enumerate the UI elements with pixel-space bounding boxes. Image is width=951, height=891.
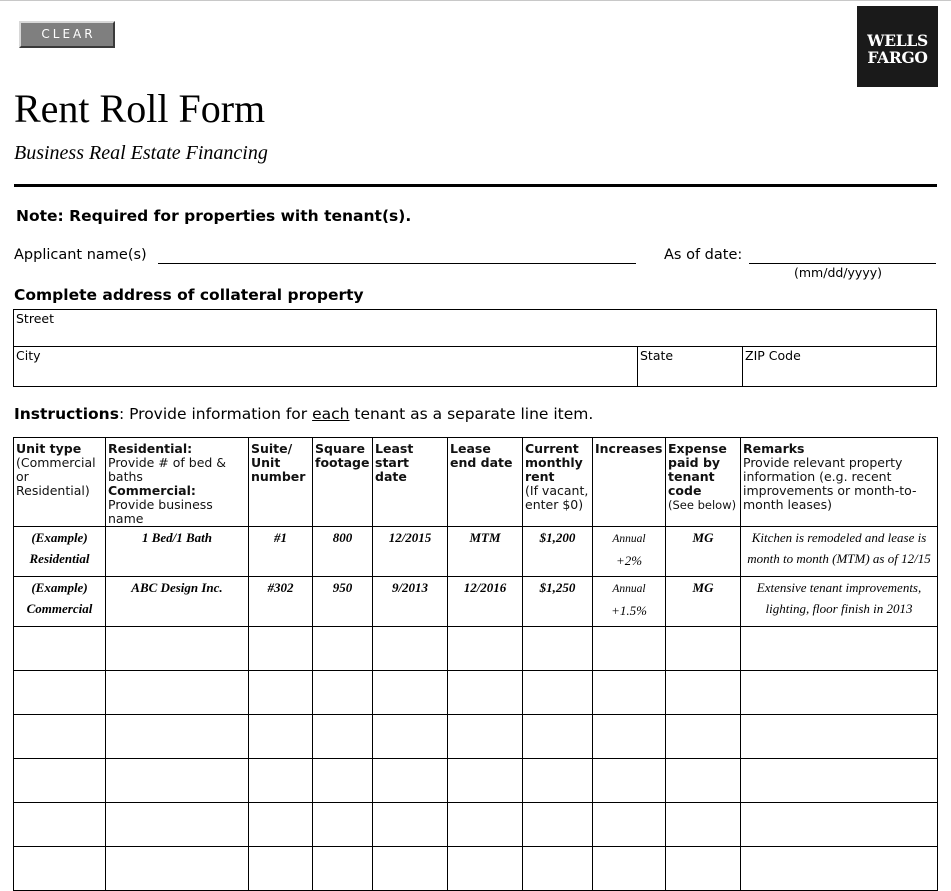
zip-code-label: ZIP Code (745, 348, 801, 363)
header-divider (14, 184, 937, 187)
logo-line-1: WELLS (867, 31, 928, 50)
city-label: City (16, 348, 41, 363)
street-label: Street (16, 311, 54, 326)
entry-cell[interactable] (448, 671, 523, 715)
entry-cell[interactable] (249, 671, 313, 715)
entry-cell[interactable] (249, 759, 313, 803)
page-subtitle: Business Real Estate Financing (14, 142, 268, 164)
entry-cell[interactable] (106, 847, 249, 891)
as-of-date-field[interactable] (749, 246, 936, 264)
city-field[interactable] (14, 347, 638, 386)
example-increase-cell: Annual +1.5% (593, 577, 666, 627)
address-box (13, 309, 937, 387)
entry-cell[interactable] (373, 627, 448, 671)
example-end-cell: MTM (448, 527, 523, 577)
as-of-date-label: As of date: (664, 247, 743, 263)
applicant-name-label: Applicant name(s) (14, 247, 147, 263)
entry-cell[interactable] (313, 803, 373, 847)
entry-cell[interactable] (448, 627, 523, 671)
entry-cell[interactable] (448, 759, 523, 803)
example-rent-cell: $1,250 (523, 577, 593, 627)
entry-cell[interactable] (593, 671, 666, 715)
instructions-text-after: tenant as a separate line item. (349, 405, 594, 423)
col-monthly-rent: Current monthly rent (If vacant, enter $0) (523, 438, 593, 527)
example-suite-cell: #302 (249, 577, 313, 627)
example-suite-cell: #1 (249, 527, 313, 577)
entry-cell[interactable] (313, 715, 373, 759)
entry-cell[interactable] (14, 803, 106, 847)
table-row (14, 627, 938, 671)
clear-button[interactable]: CLEAR (19, 21, 115, 48)
entry-cell[interactable] (593, 627, 666, 671)
logo-line-2: FARGO (867, 48, 928, 67)
col-unit-type: Unit type (Commercial or Residential) (14, 438, 106, 527)
entry-cell[interactable] (249, 803, 313, 847)
example-sqft-cell: 950 (313, 577, 373, 627)
entry-cell[interactable] (666, 627, 741, 671)
example-unit-cell: (Example) Residential (14, 527, 106, 577)
entry-cell[interactable] (741, 759, 938, 803)
entry-cell[interactable] (14, 715, 106, 759)
instructions (14, 404, 593, 424)
entry-cell[interactable] (249, 847, 313, 891)
entry-cell[interactable] (593, 759, 666, 803)
instructions-emphasis: each (312, 405, 350, 423)
entry-cell[interactable] (373, 847, 448, 891)
entry-cell[interactable] (523, 715, 593, 759)
col-lease-start: Least start date (373, 438, 448, 527)
entry-cell[interactable] (373, 715, 448, 759)
example-start-cell: 12/2015 (373, 527, 448, 577)
entry-cell[interactable] (741, 847, 938, 891)
example-description-cell: ABC Design Inc. (106, 577, 249, 627)
entry-cell[interactable] (106, 759, 249, 803)
table-row (14, 759, 938, 803)
entry-cell[interactable] (666, 715, 741, 759)
example-increase-cell: Annual +2% (593, 527, 666, 577)
entry-cell[interactable] (313, 847, 373, 891)
entry-cell[interactable] (106, 627, 249, 671)
page-title: Rent Roll Form (14, 86, 266, 131)
example-unit-cell: (Example) Commercial (14, 577, 106, 627)
entry-cell[interactable] (741, 715, 938, 759)
entry-cell[interactable] (523, 671, 593, 715)
entry-cell[interactable] (313, 671, 373, 715)
table-row (14, 847, 938, 891)
example-expense-cell: MG (666, 527, 741, 577)
example-start-cell: 9/2013 (373, 577, 448, 627)
entry-cell[interactable] (106, 715, 249, 759)
example-sqft-cell: 800 (313, 527, 373, 577)
entry-cell[interactable] (666, 671, 741, 715)
entry-cell[interactable] (741, 671, 938, 715)
col-expense-code: Expense paid by tenant code (See below) (666, 438, 741, 527)
table-row (14, 715, 938, 759)
example-description-cell: 1 Bed/1 Bath (106, 527, 249, 577)
entry-cell[interactable] (741, 803, 938, 847)
entry-cell[interactable] (313, 759, 373, 803)
entry-cell[interactable] (523, 759, 593, 803)
entry-cell[interactable] (666, 759, 741, 803)
entry-cell[interactable] (523, 627, 593, 671)
entry-cell[interactable] (741, 627, 938, 671)
state-label: State (640, 348, 674, 363)
instructions-text-before: : Provide information for (118, 405, 313, 423)
required-note: Note: Required for properties with tenant(s). (16, 207, 412, 225)
entry-cell[interactable] (448, 847, 523, 891)
example-expense-cell: MG (666, 577, 741, 627)
table-row (14, 671, 938, 715)
table-header-row (14, 438, 938, 527)
entry-cell[interactable] (249, 715, 313, 759)
wells-fargo-logo (857, 6, 938, 87)
example-rent-cell: $1,200 (523, 527, 593, 577)
entry-cell[interactable] (523, 847, 593, 891)
entry-cell[interactable] (523, 803, 593, 847)
entry-cell[interactable] (313, 627, 373, 671)
col-description: Residential: Provide # of bed & baths Commercial: Provide business name (106, 438, 249, 527)
example-remarks-cell: Kitchen is remodeled and lease is month to month (MTM) as of 12/15 (741, 527, 938, 577)
entry-cell[interactable] (373, 671, 448, 715)
entry-cell[interactable] (14, 627, 106, 671)
col-lease-end: Lease end date (448, 438, 523, 527)
street-field[interactable] (14, 310, 936, 347)
example-row (14, 527, 938, 577)
entry-cell[interactable] (593, 803, 666, 847)
example-row (14, 577, 938, 627)
entry-cell[interactable] (373, 803, 448, 847)
entry-cell[interactable] (14, 759, 106, 803)
col-suite: Suite/ Unit number (249, 438, 313, 527)
entry-cell[interactable] (106, 671, 249, 715)
entry-cell[interactable] (373, 759, 448, 803)
entry-cell[interactable] (666, 803, 741, 847)
example-remarks-cell: Extensive tenant improvements, lighting, floor finish in 2013 (741, 577, 938, 627)
entry-cell[interactable] (448, 715, 523, 759)
entry-cell[interactable] (593, 847, 666, 891)
entry-cell[interactable] (593, 715, 666, 759)
entry-cell[interactable] (106, 803, 249, 847)
entry-cell[interactable] (249, 627, 313, 671)
address-heading: Complete address of collateral property (14, 286, 364, 304)
entry-cell[interactable] (666, 847, 741, 891)
col-square-footage: Square footage (313, 438, 373, 527)
table-row (14, 803, 938, 847)
entry-cell[interactable] (14, 847, 106, 891)
entry-cell[interactable] (448, 803, 523, 847)
entry-cell[interactable] (14, 671, 106, 715)
col-remarks: Remarks Provide relevant property information (e.g. recent improvements or month-to-month leases) (741, 438, 938, 527)
zip-code-field[interactable] (743, 347, 936, 386)
col-increases: Increases (593, 438, 666, 527)
example-end-cell: 12/2016 (448, 577, 523, 627)
date-format-hint: (mm/dd/yyyy) (794, 265, 882, 280)
instructions-lead: Instructions (14, 405, 119, 423)
top-border (0, 0, 951, 1)
applicant-name-field[interactable] (158, 246, 636, 264)
state-field[interactable] (638, 347, 743, 386)
rent-roll-table (13, 437, 938, 891)
